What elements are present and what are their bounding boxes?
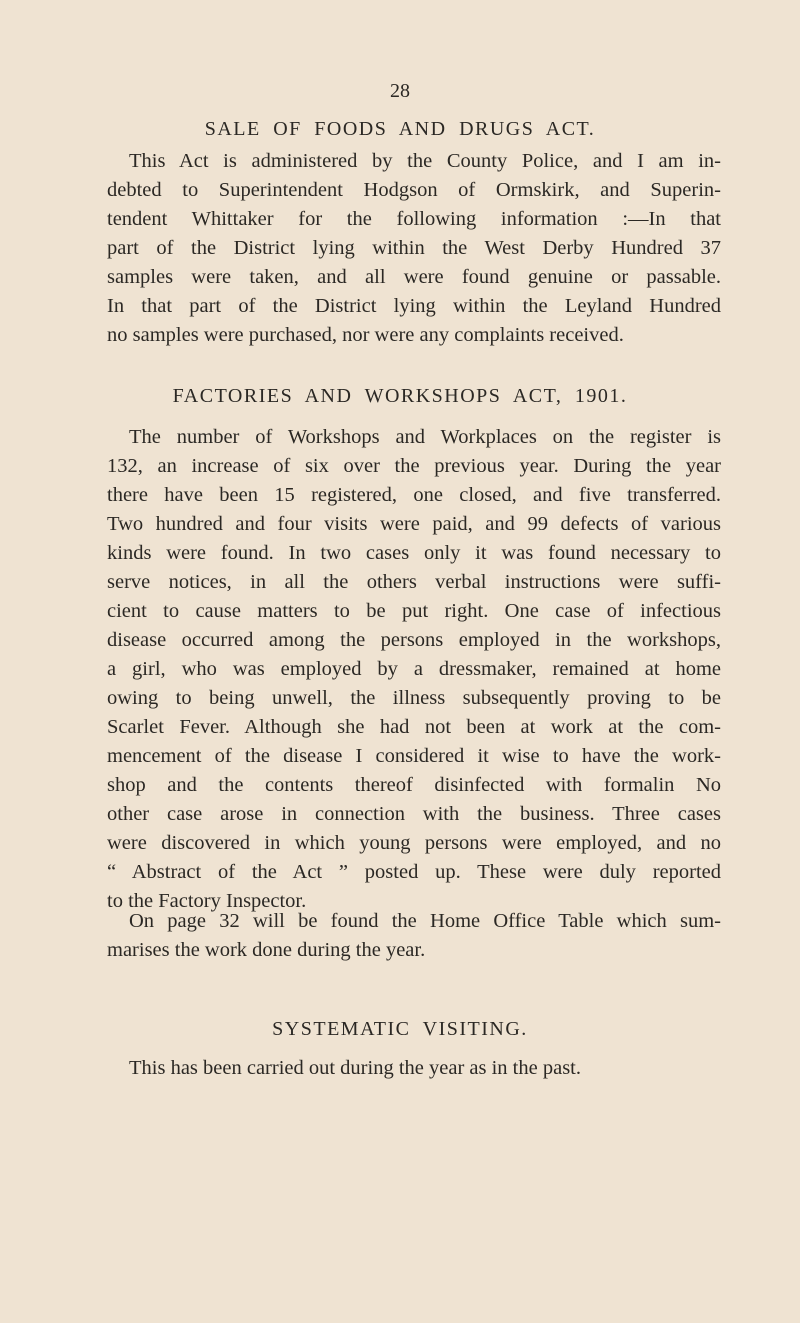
text-line: debted to Superintendent Hodgson of Ormskirk, and Superin- xyxy=(107,179,721,201)
text-line: a girl, who was employed by a dressmaker, remained at home xyxy=(107,658,721,680)
paragraph-sale-of-foods xyxy=(107,147,721,350)
text-line: no samples were purchased, nor were any complaints received. xyxy=(107,324,624,346)
section-heading-sale-of-foods: SALE OF FOODS AND DRUGS ACT. xyxy=(204,118,596,140)
text-line: kinds were found. In two cases only it was found necessary to xyxy=(107,542,721,564)
text-line: The number of Workshops and Workplaces on the register is xyxy=(129,426,721,448)
text-line: samples were taken, and all were found genuine or passable. xyxy=(107,266,721,288)
text-line: This Act is administered by the County Police, and I am in- xyxy=(129,150,721,172)
text-line: disease occurred among the persons employed in the workshops, xyxy=(107,629,721,651)
paragraph-factories-home-office xyxy=(107,907,721,965)
text-line: Two hundred and four visits were paid, and 99 defects of various xyxy=(107,513,721,535)
text-line: shop and the contents thereof disinfected with formalin No xyxy=(107,774,721,796)
paragraph-factories-main xyxy=(107,423,721,916)
text-line: This has been carried out during the year as in the past. xyxy=(129,1057,581,1079)
section-heading-factories: FACTORIES AND WORKSHOPS ACT, 1901. xyxy=(172,385,628,407)
text-line: “ Abstract of the Act ” posted up. These were duly reported xyxy=(107,861,721,883)
text-line: owing to being unwell, the illness subsequently proving to be xyxy=(107,687,721,709)
text-line: other case arose in connection with the business. Three cases xyxy=(107,803,721,825)
text-line: marises the work done during the year. xyxy=(107,939,426,961)
text-line: In that part of the District lying within the Leyland Hundred xyxy=(107,295,721,317)
text-line: Scarlet Fever. Although she had not been at work at the com- xyxy=(107,716,721,738)
text-line: there have been 15 registered, one closed, and five transferred. xyxy=(107,484,721,506)
text-line: tendent Whittaker for the following information :—In that xyxy=(107,208,721,230)
section-heading-systematic-visiting: SYSTEMATIC VISITING. xyxy=(272,1018,528,1040)
text-line: mencement of the disease I considered it wise to have the work- xyxy=(107,745,721,767)
text-line: cient to cause matters to be put right. One case of infectious xyxy=(107,600,721,622)
page-number: 28 xyxy=(390,80,410,102)
text-line: were discovered in which young persons were employed, and no xyxy=(107,832,721,854)
text-line: On page 32 will be found the Home Office Table which sum- xyxy=(129,910,721,932)
text-line: to the Factory Inspector. xyxy=(107,890,307,912)
text-line: serve notices, in all the others verbal instructions were suffi- xyxy=(107,571,721,593)
paragraph-systematic-visiting xyxy=(107,1054,721,1083)
text-line: part of the District lying within the West Derby Hundred 37 xyxy=(107,237,721,259)
text-line: 132, an increase of six over the previous year. During the year xyxy=(107,455,721,477)
